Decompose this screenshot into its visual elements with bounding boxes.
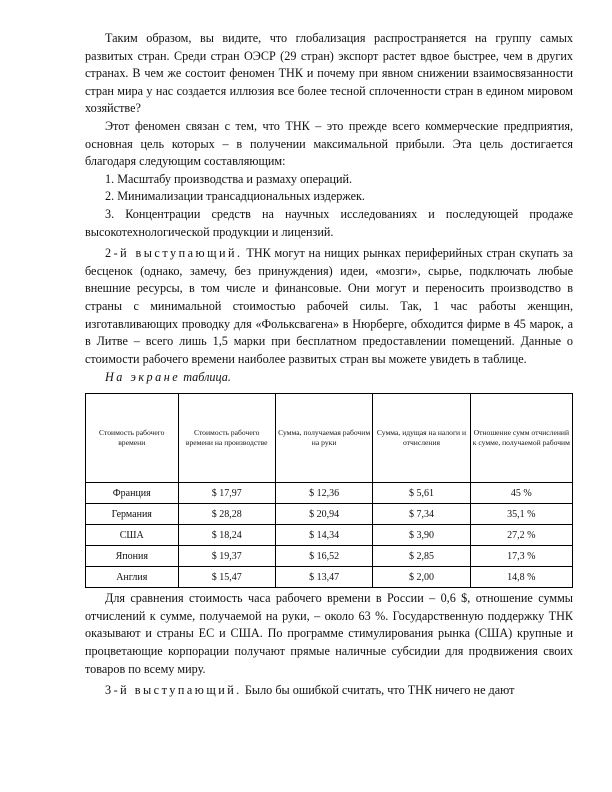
list-item-1: 1. Масштабу производства и размаху операций. (105, 171, 353, 186)
paragraph-tnc-phenomenon: Этот феномен связан с тем, что ТНК – это прежде всего коммерческие предприятия, основная цель которых – в получении максимальной прибыли. Эта цель достигается благодаря следующим составляющим: (85, 118, 573, 169)
table-cell: $ 16,52 (275, 546, 372, 567)
table-row (86, 483, 573, 504)
table-cell: 45 % (470, 483, 572, 504)
list-item-2: 2. Минимализации трансадциональных издержек. (105, 189, 365, 204)
labor-cost-table-wrap (85, 393, 573, 588)
table-header-cell: Сумма, идущая на налоги и отчисления (373, 394, 470, 483)
table-cell-country: Германия (86, 504, 179, 525)
table-cell-country: Франция (86, 483, 179, 504)
table-cell: $ 28,28 (178, 504, 275, 525)
speaker-label: 2-й выступающий. (105, 246, 243, 261)
table-row (86, 567, 573, 588)
paragraph-globalization: Таким образом, вы видите, что глобализация распространяется на группу самых развитых стран. Среди стран ОЭСР (29 стран) экспорт растет вдвое быстрее, чем в других странах. В чем же состоит феномен ТНК и почему при явном снижении взаимосвязанности стран мира у нас создается иллюзия все более тесной сплоченности стран в едином мировом хозяйстве? (85, 31, 573, 116)
table-header-cell: Сумма, получаемая рабочим на руки (275, 394, 372, 483)
table-cell: $ 19,37 (178, 546, 275, 567)
table-cell: $ 2,85 (373, 546, 470, 567)
table-header-cell: Стоимость рабочего времени (86, 394, 179, 483)
paragraph-speaker-2 (85, 245, 573, 368)
table-header-cell: Отношение сумм отчислений к сумме, получаемой рабочим (470, 394, 572, 483)
table-cell: $ 13,47 (275, 567, 372, 588)
speaker-text: ТНК могут на нищих рынках периферийных стран скупать за бесценок (однако, замечу, без принуждения) идеи, «мозги», сырье, подключать любые внешние ресурсы, в том числе и финансовые. Они могут и переносить производство в страны с минимальной стоимостью рабочей силы. Так, 1 час работы женщин, изготавливающих проводку для «Фольксвагена» в Нюрберге, обходится фирме в 45 марок, а в Литве – всего лишь 1,5 марки при бесплатном предоставлении помещений. Данные о стоимости рабочего времени наиболее развитых стран вы можете увидеть в таблице. (85, 246, 573, 366)
table-cell: $ 2,00 (373, 567, 470, 588)
table-row (86, 546, 573, 567)
table-cell: $ 12,36 (275, 483, 372, 504)
labor-cost-table (85, 393, 573, 588)
paragraph-russia-comparison: Для сравнения стоимость часа рабочего времени в России – 0,6 $, отношение суммы отчислений к сумме, получаемой на руки, – около 63 %. Государственную поддержку ТНК оказывают и страны ЕС и США. По программе стимулирования рынка (США) крупные и процветающие корпорации получают прямые наличные субсидии для продвижения своих товаров по всему миру. (85, 591, 573, 676)
table-cell: $ 20,94 (275, 504, 372, 525)
table-cell-country: США (86, 525, 179, 546)
table-row (86, 504, 573, 525)
speaker-label: 3-й выступающий. (105, 683, 242, 698)
table-cell: 35,1 % (470, 504, 572, 525)
table-cell: 17,3 % (470, 546, 572, 567)
table-cell: 27,2 % (470, 525, 572, 546)
table-cell: $ 3,90 (373, 525, 470, 546)
table-cell: $ 5,61 (373, 483, 470, 504)
table-caption (85, 370, 573, 385)
caption-rest: таблица. (180, 370, 231, 385)
table-cell: $ 7,34 (373, 504, 470, 525)
caption-prefix: На экране (105, 370, 181, 385)
table-header-row (86, 394, 573, 483)
paragraph-speaker-3 (85, 682, 573, 700)
table-cell: $ 18,24 (178, 525, 275, 546)
speaker-text: Было бы ошибкой считать, что ТНК ничего не дают (241, 683, 515, 698)
table-cell-country: Англия (86, 567, 179, 588)
table-cell: $ 14,34 (275, 525, 372, 546)
document-page (85, 30, 573, 700)
list-item-3: 3. Концентрации средств на научных исследованиях и последующей продаже высокотехнологической продукции и лицензий. (85, 206, 573, 239)
table-cell: $ 17,97 (178, 483, 275, 504)
table-cell: $ 15,47 (178, 567, 275, 588)
table-cell: 14,8 % (470, 567, 572, 588)
table-header-cell: Стоимость рабочего времени на производстве (178, 394, 275, 483)
table-row (86, 525, 573, 546)
table-cell-country: Япония (86, 546, 179, 567)
